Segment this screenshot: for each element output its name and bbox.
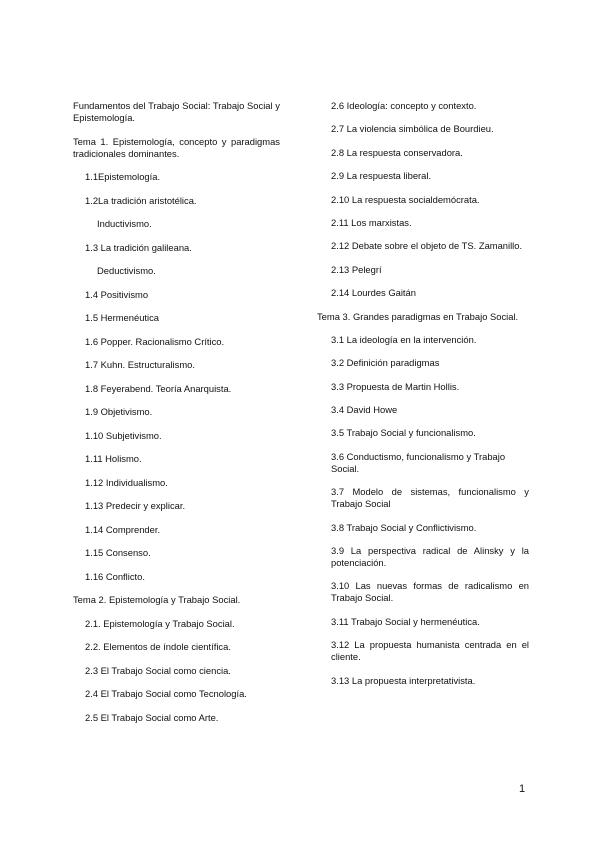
index-entry: 3.2 Definición paradigmas: [331, 357, 440, 369]
section-heading: Tema 2. Epistemología y Trabajo Social.: [73, 594, 241, 605]
index-entry: 3.10 Las nuevas formas de radicalismo en Trabajo Social.: [331, 580, 529, 604]
index-entry: 1.10 Subjetivismo.: [85, 429, 162, 441]
index-entry: Deductivismo.: [97, 265, 156, 276]
index-entry: 3.1 La ideología en la intervención.: [331, 333, 477, 345]
index-entry: 1.2La tradición aristotélica.: [85, 194, 197, 206]
index-right-column: [317, 100, 529, 698]
index-entry: 3.6 Conductismo, funcionalismo y Trabajo Social.: [331, 450, 506, 474]
index-entry: 3.13 La propuesta interpretativista.: [331, 674, 476, 686]
index-entry: 3.3 Propuesta de Martin Hollis.: [331, 380, 460, 392]
index-entry: 2.7 La violencia simbólica de Bourdieu.: [331, 123, 494, 135]
index-entry: 3.12 La propuesta humanista centrada en el cliente.: [331, 639, 529, 663]
index-entry: 1.3 La tradición galileana.: [85, 241, 192, 253]
index-entry: 1.1Epistemología.: [85, 171, 161, 182]
index-entry: 3.7 Modelo de sistemas, funcionalismo y Trabajo Social: [331, 486, 529, 510]
index-entry: 2.9 La respuesta liberal.: [331, 170, 432, 182]
index-entry: 2.13 Pelegrí: [331, 263, 382, 275]
index-entry: 2.5 El Trabajo Social como Arte.: [85, 711, 219, 723]
section-heading: Fundamentos del Trabajo Social: Trabajo Social y Epistemología.: [73, 100, 280, 123]
index-entry: 1.14 Comprender.: [85, 523, 161, 535]
index-entry: 1.6 Popper. Racionalismo Crítico.: [85, 335, 225, 347]
index-entry: 2.6 Ideología: concepto y contexto.: [331, 100, 477, 111]
index-entry: 2.8 La respuesta conservadora.: [331, 146, 463, 158]
index-entry: 2.3 El Trabajo Social como ciencia.: [85, 664, 231, 676]
index-entry: 2.4 El Trabajo Social como Tecnología.: [85, 688, 247, 699]
index-entry: 3.11 Trabajo Social y hermenéutica.: [331, 615, 480, 627]
section-heading: Tema 3. Grandes paradigmas en Trabajo Social.: [317, 310, 519, 322]
index-entry: 3.4 David Howe: [331, 404, 398, 416]
index-left-column: [73, 100, 280, 735]
index-entry: Inductivismo.: [97, 218, 152, 229]
index-entry: 1.8 Feyerabend. Teoría Anarquista.: [85, 382, 232, 394]
index-entry: 1.9 Objetivismo.: [85, 406, 153, 417]
index-entry: 1.7 Kuhn. Estructuralismo.: [85, 359, 195, 370]
index-entry: 1.12 Individualismo.: [85, 476, 168, 488]
index-entry: 1.11 Holismo.: [85, 453, 142, 464]
index-entry: 2.2. Elementos de índole científica.: [85, 641, 231, 652]
page-number: 1: [519, 783, 526, 795]
index-entry: 1.15 Consenso.: [85, 547, 151, 558]
index-entry: 3.8 Trabajo Social y Conflictivismo.: [331, 521, 477, 533]
index-entry: 2.11 Los marxistas.: [331, 216, 412, 228]
index-entry: 2.1. Epistemología y Trabajo Social.: [85, 617, 235, 629]
index-entry: 1.16 Conflicto.: [85, 570, 145, 582]
index-entry: 1.5 Hermenéutica: [85, 312, 159, 323]
index-entry: 3.5 Trabajo Social y funcionalismo.: [331, 427, 476, 439]
index-entry: 2.10 La respuesta socialdemócrata.: [331, 193, 480, 205]
index-entry: 2.12 Debate sobre el objeto de TS. Zamanillo.: [331, 240, 523, 252]
index-entry: 2.14 Lourdes Gaitán: [331, 287, 416, 299]
index-entry: 3.9 La perspectiva radical de Alinsky y la potenciación.: [331, 545, 529, 569]
section-heading: Tema 1. Epistemología, concepto y paradigmas tradicionales dominantes.: [73, 135, 280, 159]
index-entry: 1.13 Predecir y explicar.: [85, 500, 186, 511]
index-entry: 1.4 Positivismo: [85, 288, 149, 300]
